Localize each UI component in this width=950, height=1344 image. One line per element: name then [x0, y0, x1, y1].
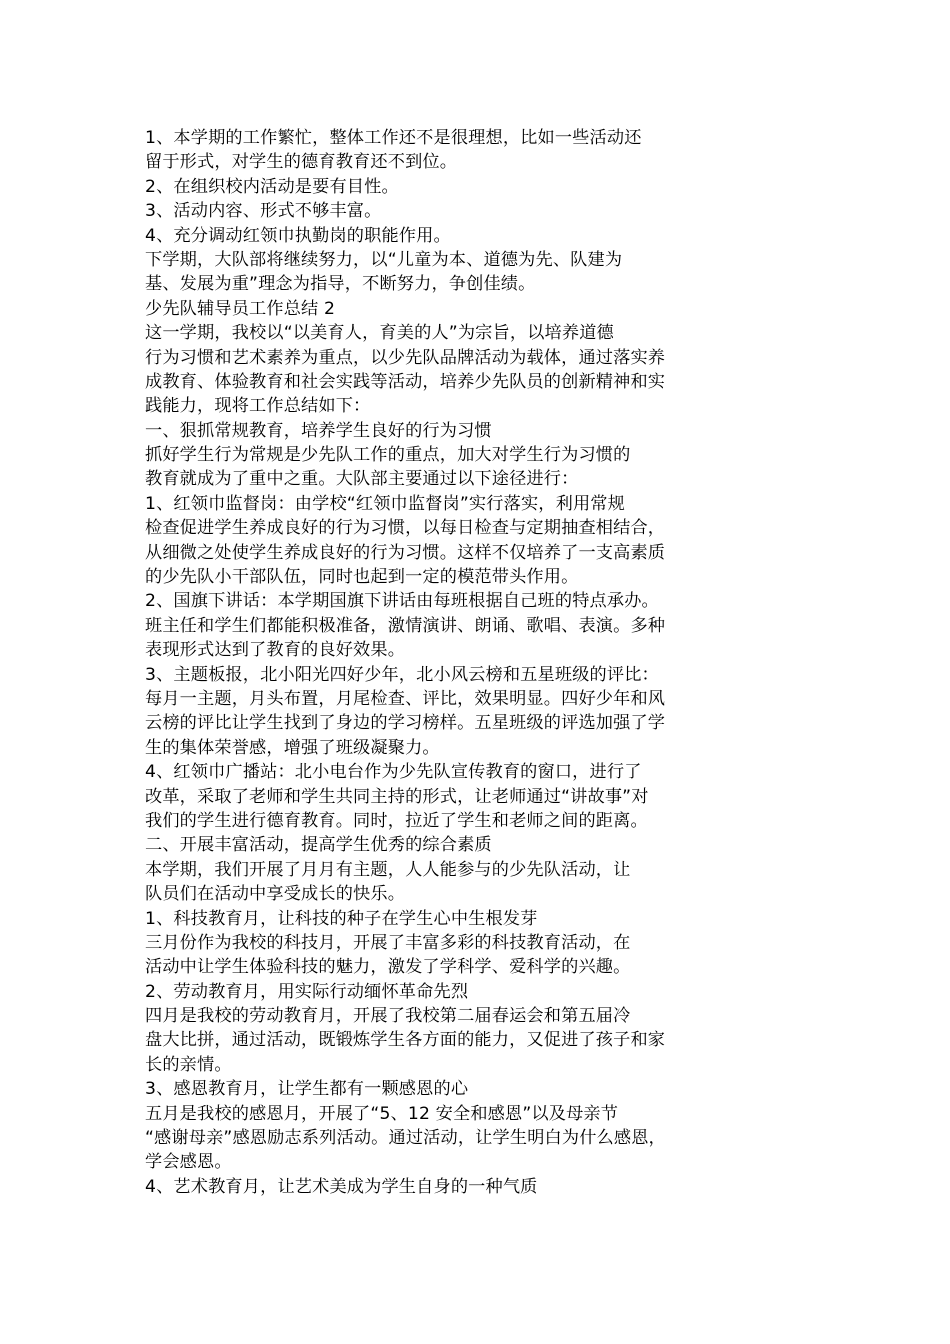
text-line: 下学期，大队部将继续努力，以“儿童为本、道德为先、队建为	[145, 249, 623, 270]
text-line: 改革，采取了老师和学生共同主持的形式，让老师通过“讲故事”对	[145, 786, 649, 807]
text-line: 表现形式达到了教育的良好效果。	[145, 640, 406, 661]
text-line: 活动中让学生体验科技的魅力，激发了学科学、爱科学的兴趣。	[145, 957, 631, 978]
text-line: 2、在组织校内活动是要有目性。	[145, 176, 399, 197]
text-line: 检查促进学生养成良好的行为习惯，以每日检查与定期抽查相结合，	[145, 518, 666, 539]
text-line: 班主任和学生们都能积极准备，激情演讲、朗诵、歌唱、表演。多种	[145, 615, 666, 636]
text-line: 3、感恩教育月，让学生都有一颗感恩的心	[145, 1079, 469, 1100]
text-line: 队员们在活动中享受成长的快乐。	[145, 884, 406, 905]
document-body	[145, 126, 725, 1199]
text-line: 学会感恩。	[145, 1152, 232, 1173]
text-line: 云榜的评比让学生找到了身边的学习榜样。五星班级的评选加强了学	[145, 713, 666, 734]
text-line: 行为习惯和艺术素养为重点，以少先队品牌活动为载体，通过落实养	[145, 347, 666, 368]
text-line: 成教育、体验教育和社会实践等活动，培养少先队员的创新精神和实	[145, 371, 666, 392]
text-line: 基、发展为重”理念为指导，不断努力，争创佳绩。	[145, 274, 536, 295]
text-line: 一、狠抓常规教育，培养学生良好的行为习惯	[145, 420, 492, 441]
text-line: 的少先队小干部队伍，同时也起到一定的模范带头作用。	[145, 567, 579, 588]
text-line: 长的亲情。	[145, 1054, 232, 1075]
text-line: 本学期，我们开展了月月有主题，人人能参与的少先队活动，让	[145, 859, 631, 880]
text-line: 2、劳动教育月，用实际行动缅怀革命先烈	[145, 981, 469, 1002]
text-line: 五月是我校的感恩月，开展了“5、12 安全和感恩”以及母亲节	[145, 1103, 619, 1124]
text-line: 1、红领巾监督岗：由学校“红领巾监督岗”实行落实，利用常规	[145, 493, 625, 514]
text-line: 1、科技教育月，让科技的种子在学生心中生根发芽	[145, 908, 538, 929]
text-line: 留于形式，对学生的德育教育还不到位。	[145, 152, 458, 173]
text-line: 4、红领巾广播站：北小电台作为少先队宣传教育的窗口，进行了	[145, 762, 642, 783]
text-line: 抓好学生行为常规是少先队工作的重点，加大对学生行为习惯的	[145, 445, 631, 466]
text-line: 2、国旗下讲话：本学期国旗下讲话由每班根据自己班的特点承办。	[145, 591, 659, 612]
text-line: 践能力，现将工作总结如下：	[145, 396, 371, 417]
text-line: 盘大比拼，通过活动，既锻炼学生各方面的能力，又促进了孩子和家	[145, 1030, 666, 1051]
text-line: 这一学期，我校以“以美育人，育美的人”为宗旨，以培养道德	[145, 323, 614, 344]
text-line: “感谢母亲”感恩励志系列活动。通过活动，让学生明白为什么感恩，	[145, 1128, 666, 1149]
text-line: 教育就成为了重中之重。大队部主要通过以下途径进行：	[145, 469, 579, 490]
text-line: 1、本学期的工作繁忙，整体工作还不是很理想，比如一些活动还	[145, 128, 642, 148]
text-line: 生的集体荣誉感，增强了班级凝聚力。	[145, 737, 440, 758]
text-line: 4、艺术教育月，让艺术美成为学生自身的一种气质	[145, 1176, 538, 1197]
text-line: 四月是我校的劳动教育月，开展了我校第二届春运会和第五届冷	[145, 1006, 631, 1027]
text-line: 我们的学生进行德育教育。同时，拉近了学生和老师之间的距离。	[145, 810, 648, 831]
text-line: 从细微之处使学生养成良好的行为习惯。这样不仅培养了一支高素质	[145, 542, 666, 563]
text-line: 少先队辅导员工作总结 2	[145, 298, 336, 319]
text-line: 二、开展丰富活动，提高学生优秀的综合素质	[145, 835, 492, 856]
text-line: 3、活动内容、形式不够丰富。	[145, 201, 382, 222]
text-line: 每月一主题，月头布置，月尾检查、评比，效果明显。四好少年和风	[145, 688, 666, 709]
text-line: 三月份作为我校的科技月，开展了丰富多彩的科技教育活动，在	[145, 932, 631, 953]
text-line: 3、主题板报，北小阳光四好少年，北小风云榜和五星班级的评比：	[145, 664, 659, 685]
text-line: 4、充分调动红领巾执勤岗的职能作用。	[145, 225, 451, 246]
